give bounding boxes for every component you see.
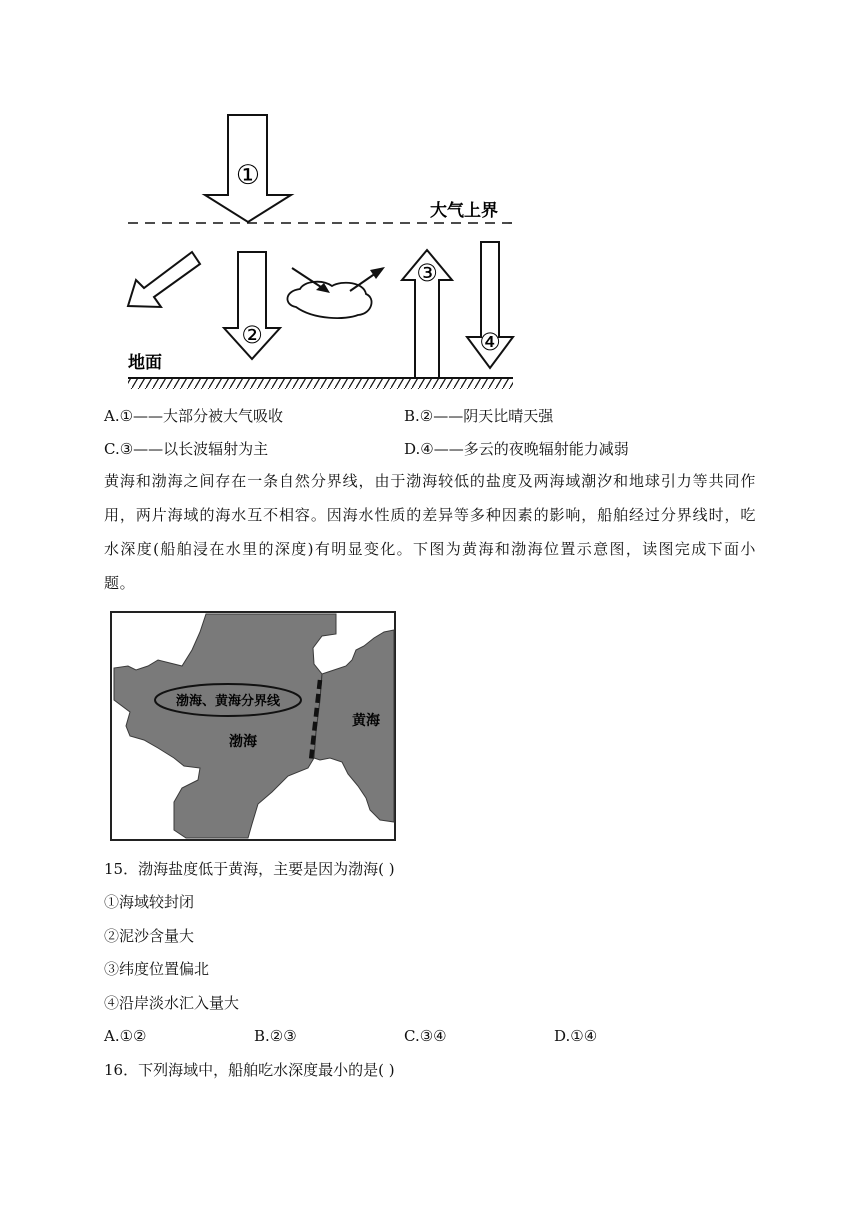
- ground-hatch: [128, 379, 513, 389]
- bohai-label: 渤海: [229, 734, 257, 750]
- diagonal-arrow-shape: [128, 252, 200, 307]
- q15-option-c: C.③④: [404, 1027, 447, 1045]
- question-16-stem: 16．下列海域中，船舶吃水深度最小的是( ): [104, 1061, 395, 1079]
- arrow-2-label: ②: [241, 321, 263, 349]
- q15-item-2: ②泥沙含量大: [104, 927, 195, 945]
- question-15-stem: 15．渤海盐度低于黄海，主要是因为渤海( ): [104, 860, 395, 878]
- option-a: A.①——大部分被大气吸收: [104, 407, 284, 425]
- q15-item-4: ④沿岸淡水汇入量大: [104, 994, 240, 1012]
- boundary-label: 渤海、黄海分界线: [175, 694, 281, 709]
- atmosphere-top-label: 大气上界: [430, 201, 498, 221]
- q15-option-a: A.①②: [104, 1027, 147, 1045]
- reflected-arrowhead: [370, 267, 385, 279]
- arrow-3-label: ③: [416, 259, 438, 287]
- q15-item-1: ①海域较封闭: [104, 893, 195, 911]
- option-c: C.③——以长波辐射为主: [104, 440, 269, 458]
- huanghai-label: 黄海: [352, 713, 380, 729]
- passage-text: 黄海和渤海之间存在一条自然分界线，由于渤海较低的盐度及两海域潮汐和地球引力等共同作用，两片海域的海水互不相容。因海水性质的差异等多种因素的影响，船舶经过分界线时，吃水深度(船舶浸在水里的深度)有明显变化。下图为黄海和渤海位置示意图，读图完成下面小题。: [104, 472, 756, 592]
- bohai-huanghai-map: [108, 608, 408, 844]
- arrow-1-label: ①: [235, 160, 261, 191]
- q15-option-b: B.②③: [254, 1027, 297, 1045]
- q15-item-3: ③纬度位置偏北: [104, 960, 210, 978]
- option-b: B.②——阴天比晴天强: [404, 407, 554, 425]
- radiation-diagram: [118, 100, 528, 395]
- option-d: D.④——多云的夜晚辐射能力减弱: [404, 440, 629, 458]
- cloud-shape: [287, 282, 371, 318]
- q15-option-d: D.①④: [554, 1027, 598, 1045]
- ground-label: 地面: [128, 353, 162, 373]
- arrow-4-label: ④: [479, 328, 501, 356]
